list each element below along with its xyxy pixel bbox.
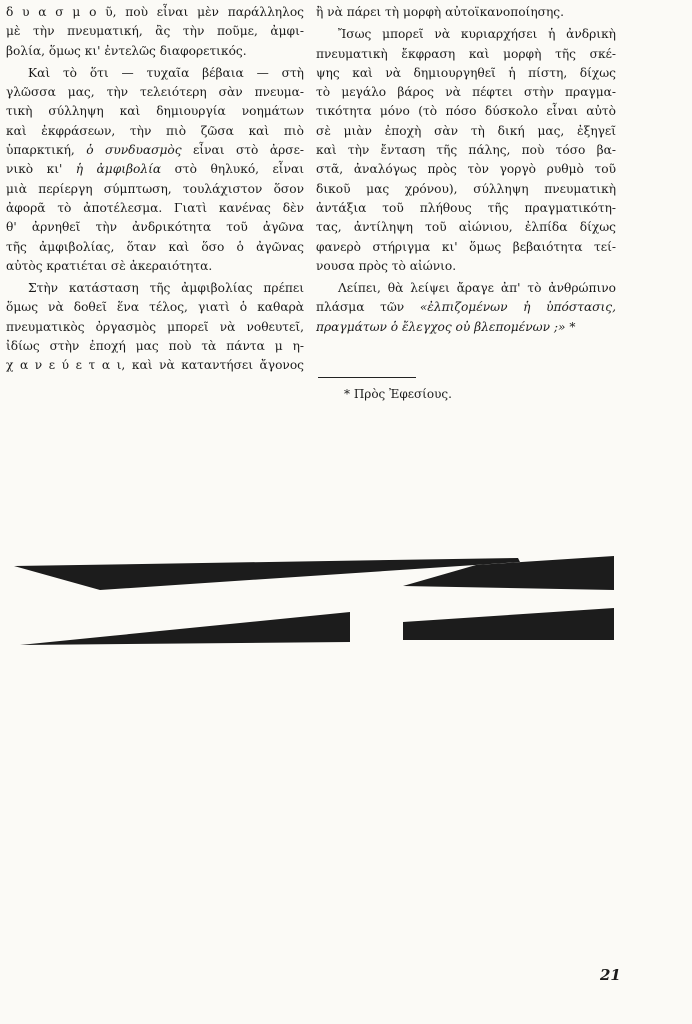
left-column-line: δ υ α σ μ ο ῦ, ποὺ εἶναι μὲν παράλληλος <box>6 5 304 19</box>
right-column-line: σὲ μιὰν ἐποχὴ σὰν τὴ δική μας, ἐξηγεῖ <box>316 123 616 138</box>
left-column-line: Στὴν κατάσταση τῆς ἀμφιβολίας πρέπει <box>28 281 304 296</box>
text-run: νικὸ κι' <box>6 162 76 177</box>
text-run: στὸ θηλυκό, εἶναι <box>161 162 305 177</box>
left-column-line: καὶ ἐκφράσεων, τὴν πιὸ ζῶσα καὶ πιὸ <box>6 123 304 138</box>
left-column-line: μιὰ περίεργη σύμπτωση, τουλάχιστον ὅσον <box>6 181 304 196</box>
left-column-line: αὐτὸς κρατιέται σὲ ἀκεραιότητα. <box>6 258 213 273</box>
left-column-line: ἰδίως στὴν ἐποχή μας ποὺ τὰ πάντα μ η- <box>6 339 304 354</box>
right-column-line: ἢ νὰ πάρει τὴ μορφὴ αὐτοϊκανοποίησης. <box>316 5 564 19</box>
text-run: * <box>565 319 576 334</box>
ornament-shape <box>403 608 614 640</box>
left-column-line: Καὶ τὸ ὅτι — τυχαῖα βέβαια — στὴ <box>28 65 304 80</box>
left-column-line: ἀφορᾶ τὸ ἀποτέλεσμα. Γιατὶ κανένας δὲν <box>6 200 304 215</box>
emphasis-text: «ἐλπιζομένων ἡ ὑπόστασις, <box>419 300 616 315</box>
text-run: ὑπαρκτική, <box>6 143 87 158</box>
right-column-line: τας, ἀντίληψη τοῦ αἰώνιου, ἐλπίδα δίχως <box>316 220 616 235</box>
left-column-line: γλῶσσα μας, τὴν τελειότερη σὰν πνευμα- <box>6 85 304 100</box>
emphasis-text: ἡ ἀμφιβολία <box>75 162 162 177</box>
right-column-line: δικοῦ μας χρόνου), σύλληψη πνευματικὴ <box>316 181 616 196</box>
left-column-line: πνευματικὸς ὀργασμὸς μπορεῖ νὰ νοθευτεῖ, <box>6 319 304 334</box>
emphasis-text: ὁ συνδυασμὸς <box>86 143 182 158</box>
left-column-line: μὲ τὴν πνευματική, ἂς τὴν ποῦμε, ἀμφι- <box>6 24 304 39</box>
left-column-line: βολία, ὅμως κι' ἐντελῶς διαφορετικός. <box>6 43 247 58</box>
page-number: 21 <box>600 966 621 984</box>
right-column-line: πνευματικὴ ἔκφραση καὶ μορφὴ τῆς σκέ- <box>316 46 616 61</box>
left-column-line: ὅμως νὰ δοθεῖ ἕνα τέλος, γιατὶ ὁ καθαρὰ <box>6 300 304 315</box>
left-column-line: τικὴ σύλληψη καὶ δημιουργία νοημάτων <box>6 104 304 119</box>
right-column-line: Ἴσως μπορεῖ νὰ κυριαρχήσει ἡ ἀνδρικὴ <box>338 27 616 42</box>
right-column-line: καὶ τὴν ἔνταση τῆς πάλης, ποὺ τόσο βα- <box>316 143 616 158</box>
right-column-line: στᾶ, ἀναλόγως πρὸς τὸν γοργὸ ρυθμὸ τοῦ <box>316 162 616 177</box>
right-column-line: ἀντάξια τοῦ πλήθους τῆς πραγματικότη- <box>316 200 616 215</box>
right-column-line: τικότητα μόνο (τὸ πόσο δύσκολο εἶναι αὐτὸ <box>316 104 616 119</box>
left-column-line: θ' ἀρνηθεῖ τὴν ἀνδρικότητα τοῦ ἀγῶνα <box>6 220 304 235</box>
text-run: πλάσμα τῶν <box>316 300 420 315</box>
emphasis-text: πραγμάτων ὁ ἔλεγχος οὐ βλεπομένων ;» <box>316 319 566 334</box>
right-column-line: Λείπει, θὰ λείψει ἄραγε ἀπ' τὸ ἀνθρώπινο <box>338 281 616 296</box>
right-column-line: ψης καὶ νὰ δημιουργηθεῖ ἡ πίστη, δίχως <box>316 65 616 80</box>
footnote: * Πρὸς Ἐφεσίους. <box>344 387 452 401</box>
right-column-line: νουσα πρὸς τὸ αἰώνιο. <box>316 258 457 273</box>
left-column-line: χ α ν ε ύ ε τ α ι, καὶ νὰ καταντήσει ἄγονος <box>6 358 304 373</box>
ornament-shape <box>20 612 350 645</box>
right-column-line: φανερὸ στήριγμα κι' ὅμως βεβαιότητα τεί- <box>316 239 616 254</box>
text-run: εἶναι στὸ ἀρσε- <box>181 143 304 158</box>
right-column-line: τὸ μεγάλο βάρος νὰ πέφτει στὴν πραγμα- <box>316 85 616 100</box>
left-column-line: τῆς ἀμφιβολίας, ὅταν καὶ ὅσο ὁ ἀγῶνας <box>6 239 304 254</box>
